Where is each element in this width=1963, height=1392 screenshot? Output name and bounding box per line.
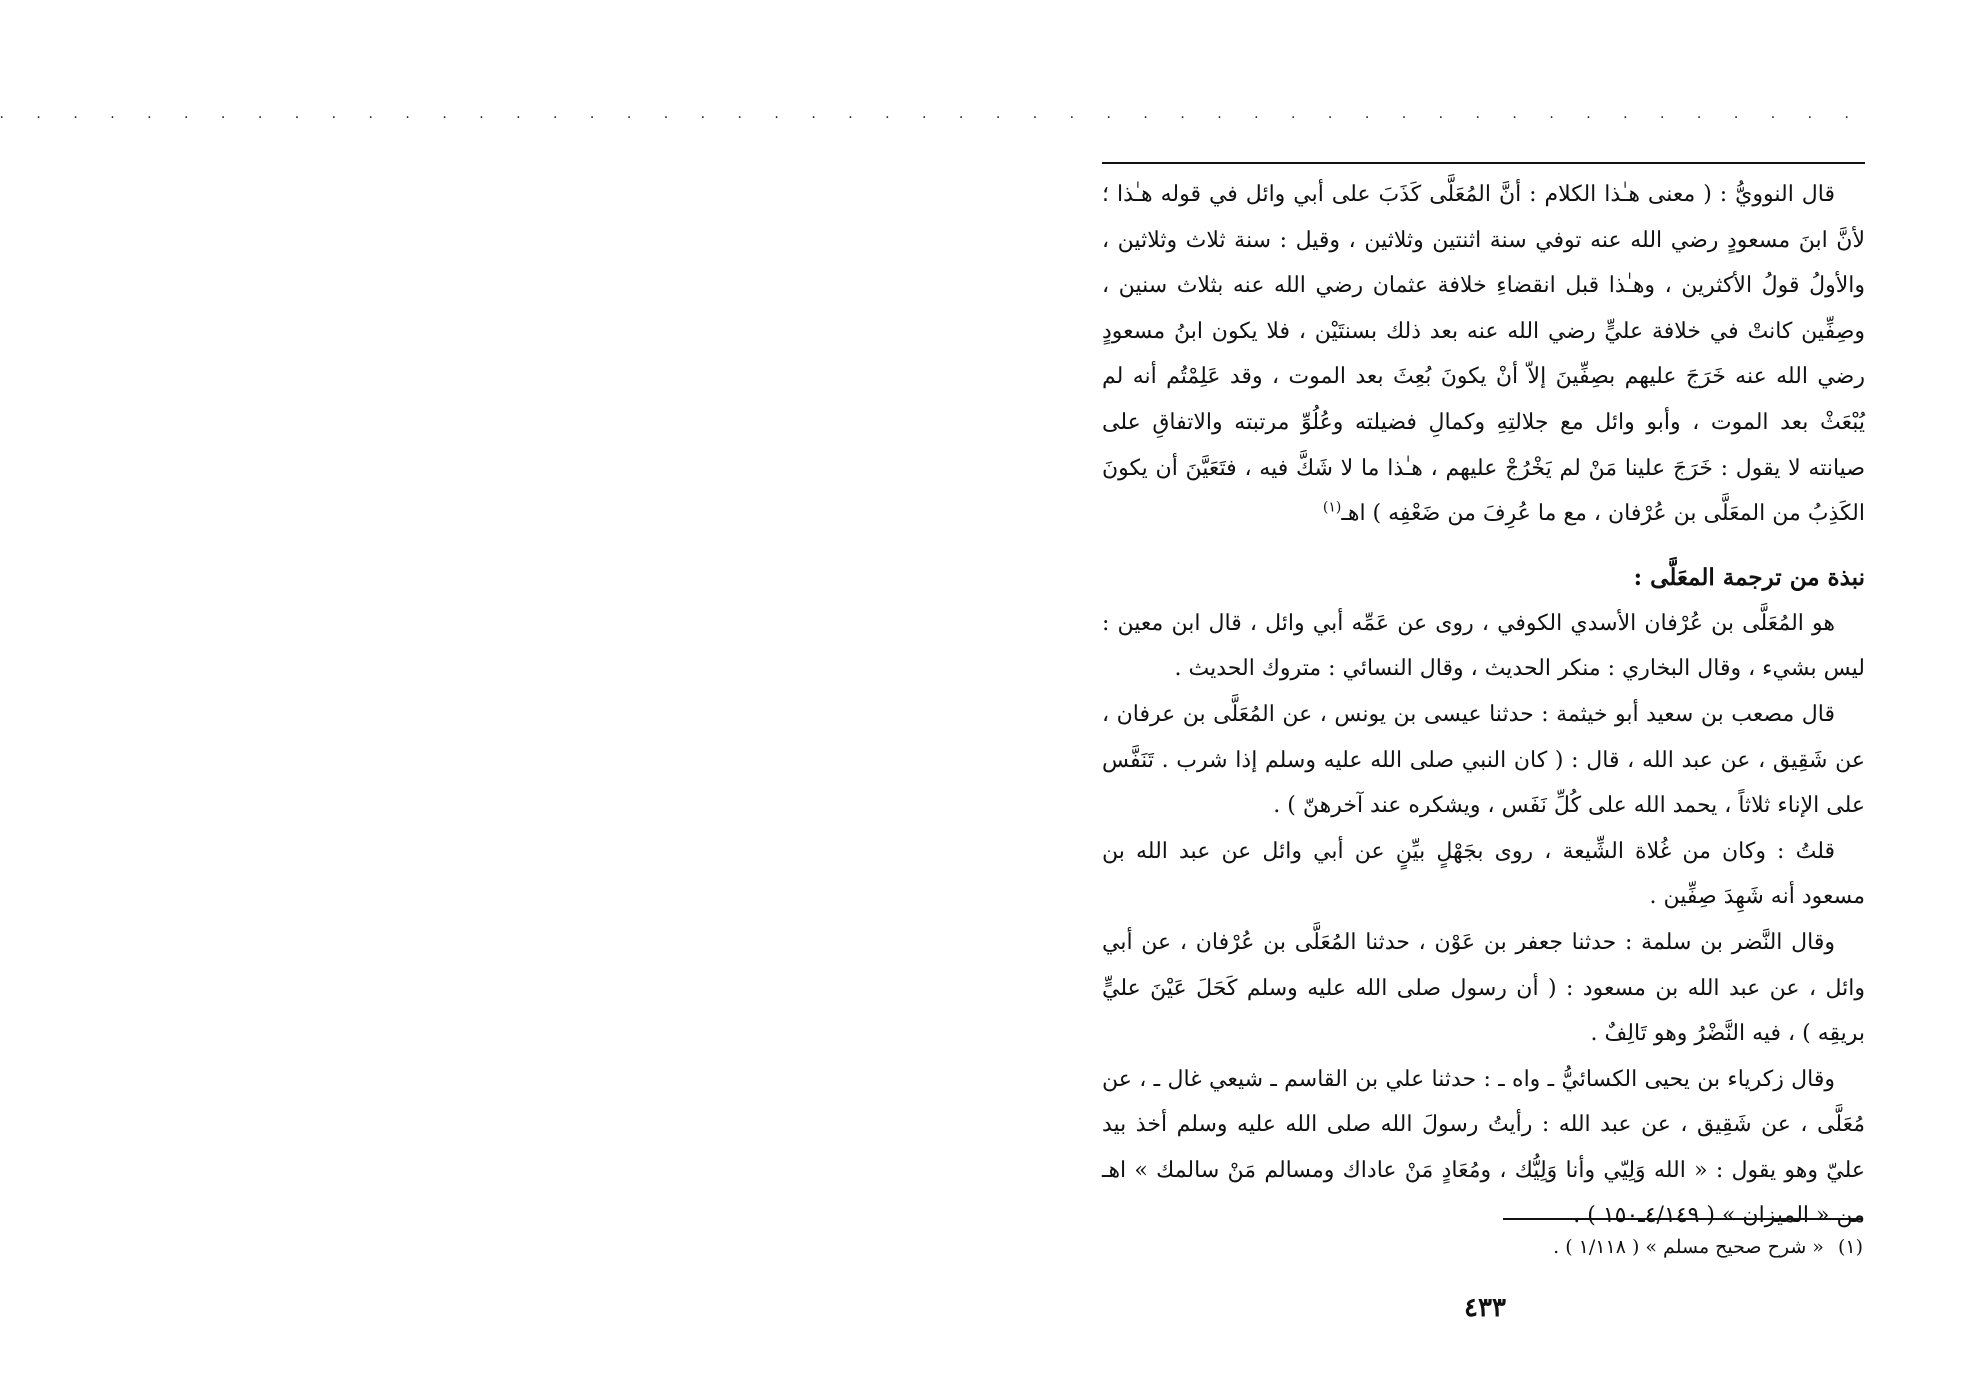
body-paragraph: قلتُ : وكان من غُلاة الشِّيعة ، روى بجَهْلٍ بيِّنٍ عن أبي وائل عن عبد الله بن مسعود أنه شَهِدَ صِفِّين .	[1102, 838, 1865, 910]
body-paragraph: وقال زكرياء بن يحيى الكسائيُّ ـ واه ـ : حدثنا علي بن القاسم ـ شيعي غال ـ ، عن مُعَلَّى ، عن شَقِيق ، عن عبد الله : رأيتُ رسولَ الله صلى الله عليه وسلم أخذ بيد عليّ وهو يقول : « الله وَلِيّي وأنا وَلِيُّك ، ومُعَادٍ مَنْ عاداك ومسالم مَنْ سالمك » اهـ من « الميزان » ( ٤/١٤٩ـ١٥٠ ) .	[1102, 1066, 1865, 1229]
footnote	[1363, 1232, 1863, 1262]
header-dotted-line: · · · · · · · · · · · · · · · · · · · · · · · · · · · · · · · · · · · · · · · · · · · · · · · · · · ·	[0, 110, 1863, 126]
footnote-reference: (١)	[1322, 499, 1342, 516]
main-text	[1102, 172, 1865, 1239]
body-paragraph: وقال النَّضر بن سلمة : حدثنا جعفر بن عَوْن ، حدثنا المُعَلَّى بن عُرْفان ، عن أبي وائل ، عن عبد الله بن مسعود : ( أن رسول صلى الله عليه وسلم كَحَلَ عَيْنَ عليٍّ بريقِه ) ، فيه النَّضْرُ وهو تَالِفٌ .	[1102, 929, 1865, 1047]
section-heading: نبذة من ترجمة المعَلَّى :	[1633, 563, 1865, 591]
body-paragraph: هو المُعَلَّى بن عُرْفان الأسدي الكوفي ، روى عن عَمِّه أبي وائل ، قال ابن معين : ليس بشيء ، وقال البخاري : منكر الحديث ، وقال النسائي : متروك الحديث .	[1102, 610, 1865, 682]
header-rule	[1102, 162, 1865, 164]
nawawi-quote-text: قال النوويُّ : ( معنى هـٰذا الكلام : أنَّ المُعَلَّى كَذَبَ على أبي وائل في قوله هـٰذا ؛ لأنَّ ابنَ مسعودٍ رضي الله عنه توفي سنة اثنتين وثلاثين ، وقيل : سنة ثلاث وثلاثين ، والأولُ قولُ الأكثرين ، وهـٰذا قبل انقضاءِ خلافة عثمان رضي الله عنه بثلاث سنين ، وصِفِّين كانتْ في خلافة عليٍّ رضي الله عنه بعد ذلك بسنتَيْن ، فلا يكون ابنُ مسعودٍ رضي الله عنه خَرَجَ عليهم بصِفِّينَ إلاّ أنْ يكونَ بُعِثَ بعد الموت ، وقد عَلِمْتُم أنه لم يُبْعَثْ بعد الموت ، وأبو وائل مع جلالتِهِ وكمالِ فضيلته وعُلُوِّ مرتبته والاتفاقِ على صيانته لا يقول : خَرَجَ علينا مَنْ لم يَخْرُجْ عليهم ، هـٰذا ما لا شَكَّ فيه ، فتَعَيَّنَ أن يكونَ الكَذِبُ من المعَلَّى بن عُرْفان ، مع ما عُرِفَ من ضَعْفِه ) اهـ	[1102, 182, 1865, 527]
page-number: ٤٣٣	[1464, 1293, 1506, 1323]
nawawi-quote-paragraph	[1102, 172, 1865, 537]
footnote-rule	[1503, 1218, 1863, 1220]
footnote-text: « شرح صحيح مسلم » ( ١/١١٨ ) .	[1553, 1236, 1824, 1258]
footnote-number: (١)	[1837, 1236, 1863, 1258]
body-paragraph: قال مصعب بن سعيد أبو خيثمة : حدثنا عيسى بن يونس ، عن المُعَلَّى بن عرفان ، عن شَقِيق ، عن عبد الله ، قال : ( كان النبي صلى الله عليه وسلم إذا شرب . تَنَفَّس على الإناء ثلاثاً ، يحمد الله على كُلِّ نَفَس ، ويشكره عند آخرهنّ ) .	[1102, 701, 1865, 819]
